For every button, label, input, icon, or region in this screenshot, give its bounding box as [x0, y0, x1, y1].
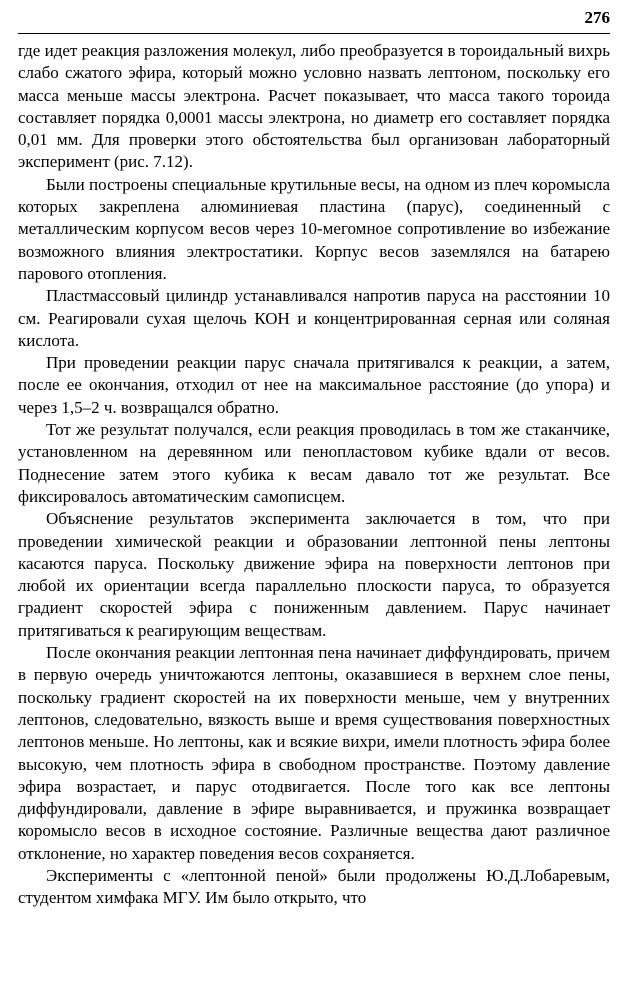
paragraph-3: Пластмассовый цилиндр устанавливался напротив паруса на расстоянии 10 см. Реагировали сухая щелочь КОН и концентрированная серная или соляная кислота. — [18, 286, 610, 350]
paragraph-7: После окончания реакции лептонная пена начинает диффундировать, причем в первую очередь уничтожаются лептоны, оказавшиеся в верхнем слое пены, поскольку градиент скоростей на их поверхности меньше, чем у внутренних лептонов, следовательно, вязкость выше и время существования поверхностных лептонов меньше. Но лептоны, как и всякие вихри, имели плотность эфира более высокую, чем плотность эфира в свободном пространстве. Поэтому давление эфира возрастает, и парус отодвигается. После того как все лептоны диффундировали, давление в эфире выравнивается, и пружинка возвращает коромысло весов в исходное состояние. Различные вещества дают различное отклонение, но характер поведения весов сохраняется. — [18, 643, 610, 863]
paragraph-8: Эксперименты с «лептонной пеной» были продолжены Ю.Д.Лобаревым, студентом химфака МГУ. Им было открыто, что — [18, 865, 610, 908]
paragraph-6: Объяснение результатов эксперимента заключается в том, что при проведении химической реакции и образовании лептонной пены лептоны касаются паруса. Поскольку движение эфира на поверхности лептонов при любой их ориентации всегда параллельно плоскости паруса, то образуется градиент скоростей эфира с пониженным давлением. Парус начинает притягиваться к реагирующим веществам. — [18, 509, 610, 640]
paragraph-2: Были построены специальные крутильные весы, на одном из плеч коромысла которых закреплена алюминиевая пластина (парус), соединенный с металлическим корпусом весов через 10-мегомное сопротивление во избежание возможного влияния электростатики. Корпус весов заземлялся на батарею парового отопления. — [18, 174, 610, 283]
paragraph-4: При проведении реакции парус сначала притягивался к реакции, а затем, после ее окончания, отходил от нее на максимальное расстояние (до упора) и через 1,5–2 ч. возвращался обратно. — [18, 353, 610, 417]
body-text — [18, 40, 610, 910]
paragraph-5: Тот же результат получался, если реакция проводилась в том же стаканчике, установленном на деревянном или пенопластовом кубике вдали от весов. Поднесение затем этого кубика к весам давало тот же результат. Все фиксировалось автоматическим самописцем. — [18, 420, 610, 506]
header-rule — [18, 33, 610, 34]
paragraph-1: где идет реакция разложения молекул, либо преобразуется в тороидальный вихрь слабо сжатого эфира, который можно условно назвать лептоном, поскольку его масса меньше массы электрона. Расчет показывает, что масса такого тороида составляет порядка 0,0001 массы электрона, но диаметр его составляет порядка 0,01 мм. Для проверки этого обстоятельства был организован лабораторный эксперимент (рис. 7.12). — [18, 41, 610, 172]
page-number: 276 — [584, 8, 610, 27]
document-page — [18, 0, 610, 1000]
